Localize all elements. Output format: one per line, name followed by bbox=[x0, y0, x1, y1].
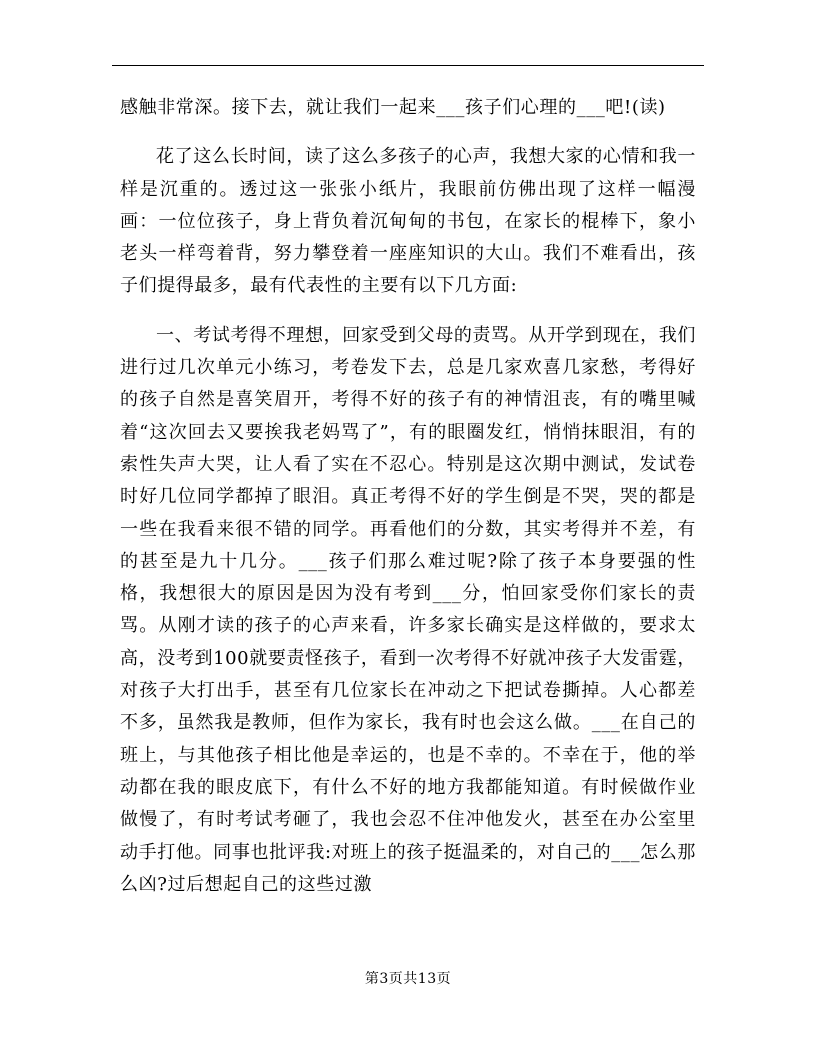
paragraph-point-one: 一、考试考得不理想，回家受到父母的责骂。从开学到现在，我们进行过几次单元小练习，考卷发下去，总是几家欢喜几家愁，考得好的孩子自然是喜笑眉开，考得不好的孩子有的神情沮丧，有的嘴里喊着“这次回去又要挨我老妈骂了”，有的眼圈发红，悄悄抹眼泪，有的索性失声大哭，让人看了实在不忍心。特别是这次期中测试，发试卷时好几位同学都掉了眼泪。真正考得不好的学生倒是不哭，哭的都是一些在我看来很不错的同学。再看他们的分数，其实考得并不差，有的甚至是九十几分。___孩子们那么难过呢?除了孩子本身要强的性格，我想很大的原因是因为没有考到___分，怕回家受你们家长的责骂。从刚才读的孩子的心声来看，许多家长确实是这样做的，要求太高，没考到100就要责怪孩子，看到一次考得不好就冲孩子大发雷霆，对孩子大打出手，甚至有几位家长在冲动之下把试卷撕掉。人心都差不多，虽然我是教师，但作为家长，我有时也会这么做。___在自己的班上，与其他孩子相比他是幸运的，也是不幸的。不幸在于，他的举动都在我的眼皮底下，有什么不好的地方我都能知道。有时候做作业做慢了，有时考试考砸了，我也会忍不住冲他发火，甚至在办公室里动手打他。同事也批评我:对班上的孩子挺温柔的，对自己的___怎么那么凶?过后想起自己的这些过激 bbox=[120, 324, 696, 895]
document-body bbox=[120, 92, 696, 901]
paragraph-introduction: 花了这么长时间，读了这么多孩子的心声，我想大家的心情和我一样是沉重的。透过这一张张小纸片，我眼前仿佛出现了这样一幅漫画：一位位孩子，身上背负着沉甸甸的书包，在家长的棍棒下，象小老头一样弯着背，努力攀登着一座座知识的大山。我们不难看出，孩子们提得最多，最有代表性的主要有以下几方面: bbox=[120, 146, 696, 297]
header-rule bbox=[112, 65, 704, 66]
paragraph-continuation: 感触非常深。接下去，就让我们一起来___孩子们心理的___吧!(读) bbox=[120, 97, 666, 118]
page-number-footer: 第3页共13页 bbox=[364, 971, 452, 987]
